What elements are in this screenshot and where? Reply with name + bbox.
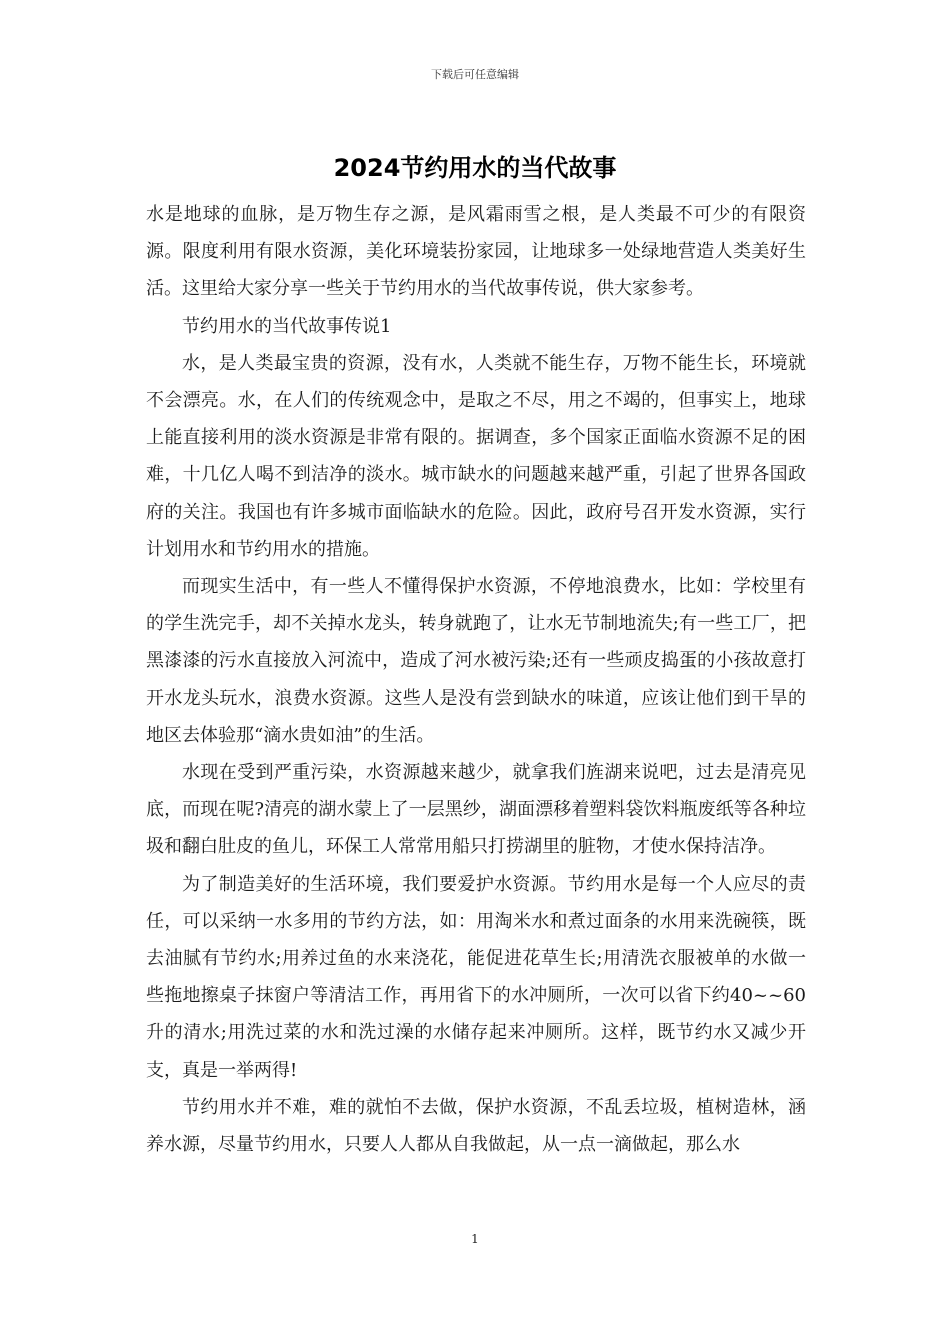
page-number: 1 bbox=[471, 1232, 479, 1246]
body-paragraph: 水现在受到严重污染，水资源越来越少，就拿我们旌湖来说吧，过去是清亮见底，而现在呢?清亮的湖水蒙上了一层黑纱，湖面漂移着塑料袋饮料瓶废纸等各种垃圾和翻白肚皮的鱼儿，环保工人常常用船只打捞湖里的脏物，才使水保持洁净。 bbox=[146, 762, 806, 858]
page-header: 下载后可任意编辑 bbox=[431, 68, 519, 81]
body-paragraph: 节约用水并不难，难的就怕不去做，保护水资源，不乱丢垃圾，植树造林，涵养水源，尽量节约用水，只要人人都从自我做起，从一点一滴做起，那么水 bbox=[146, 1096, 806, 1156]
intro-paragraph: 水是地球的血脉，是万物生存之源，是风霜雨雪之根，是人类最不可少的有限资源。限度利用有限水资源，美化环境装扮家园，让地球多一处绿地营造人类美好生活。这里给大家分享一些关于节约用水的当代故事传说，供大家参考。 bbox=[146, 204, 806, 300]
body-paragraph: 为了制造美好的生活环境，我们要爱护水资源。节约用水是每一个人应尽的责任，可以采纳一水多用的节约方法，如：用淘米水和煮过面条的水用来洗碗筷，既去油腻有节约水;用养过鱼的水来浇花，能促进花草生长;用清洗衣服被单的水做一些拖地擦桌子抹窗户等清洁工作，再用省下的水冲厕所，一次可以省下约40~~60升的清水;用洗过菜的水和洗过澡的水储存起来冲厕所。这样，既节约水又减少开支，真是一举两得! bbox=[146, 873, 806, 1081]
document-title: 2024节约用水的当代故事 bbox=[333, 154, 617, 182]
body-paragraph: 而现实生活中，有一些人不懂得保护水资源，不停地浪费水，比如：学校里有的学生洗完手，却不关掉水龙头，转身就跑了，让水无节制地流失;有一些工厂，把黑漆漆的污水直接放入河流中，造成了河水被污染;还有一些顽皮捣蛋的小孩故意打开水龙头玩水，浪费水资源。这些人是没有尝到缺水的味道，应该让他们到干旱的地区去体验那“滴水贵如油”的生活。 bbox=[146, 576, 806, 746]
section-heading: 节约用水的当代故事传说1 bbox=[182, 315, 392, 337]
document-body bbox=[146, 196, 806, 1163]
body-paragraph: 水，是人类最宝贵的资源，没有水，人类就不能生存，万物不能生长，环境就不会漂亮。水，在人们的传统观念中，是取之不尽，用之不竭的，但事实上，地球上能直接利用的淡水资源是非常有限的。据调查，多个国家正面临水资源不足的困难，十几亿人喝不到洁净的淡水。城市缺水的问题越来越严重，引起了世界各国政府的关注。我国也有许多城市面临缺水的危险。因此，政府号召开发水资源，实行计划用水和节约用水的措施。 bbox=[146, 352, 806, 560]
